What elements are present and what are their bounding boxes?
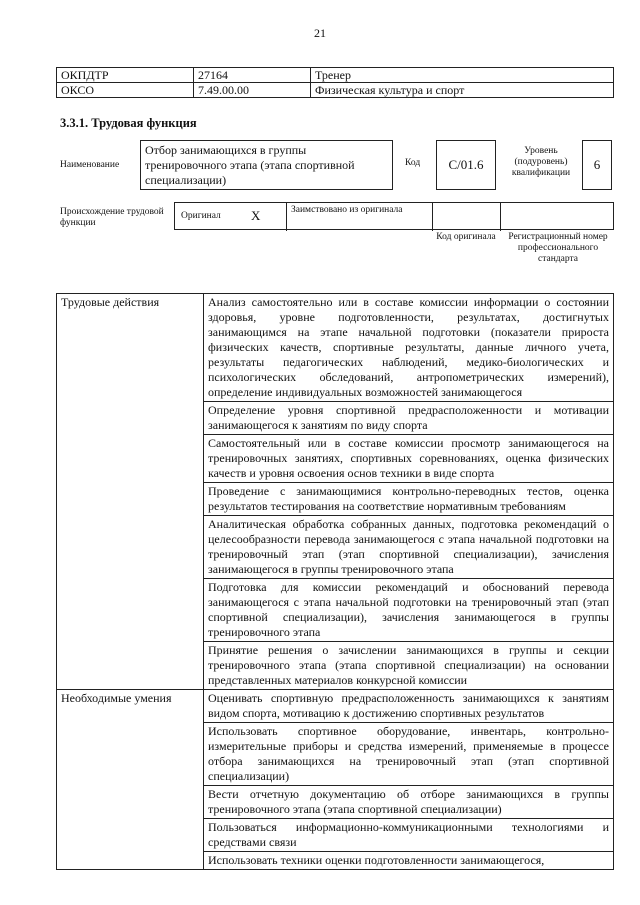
borrowed-label: Заимствовано из оригинала: [291, 205, 403, 215]
code-original-label: Код оригинала: [436, 232, 496, 242]
function-name-value: Отбор занимающихся в группы тренировочного этапа (этапа спортивной специализации): [140, 140, 393, 190]
code-name: Тренер: [311, 68, 614, 83]
labor-action-item: Определение уровня спортивной предрасположенности и мотивации занимающегося к занятиям по виду спорта: [204, 402, 614, 435]
code-label: ОКПДТР: [57, 68, 194, 83]
code-field-label: Код: [405, 158, 421, 168]
skill-item: Оценивать спортивную предрасположенность занимающихся к занятиям видом спорта, мотивацию к достижению спортивных результатов: [204, 690, 614, 723]
labor-actions-header: Трудовые действия: [57, 294, 204, 690]
skill-item: Пользоваться информационно-коммуникационными технологиями и средствами связи: [204, 819, 614, 852]
name-label: Наименование: [60, 160, 120, 170]
origin-row: [174, 202, 614, 230]
qualification-level-value: 6: [582, 140, 612, 190]
labor-action-item: Аналитическая обработка собранных данных, подготовка рекомендаций о целесообразности перевода занимающегося с этапа начальной подготовки на тренировочный этап (этап спортивной специализации), зачисления занимающегося в группы тренировочного этапа: [204, 516, 614, 579]
table-row: [57, 690, 614, 723]
code-label: ОКСО: [57, 83, 194, 98]
code-value: 27164: [194, 68, 311, 83]
skill-item: Использовать спортивное оборудование, инвентарь, контрольно-измерительные приборы и средства измерений, применяемые в процессе отбора занимающихся на тренировочный этап (этап спортивной специализации): [204, 723, 614, 786]
table-row: [57, 68, 614, 83]
code-value: 7.49.00.00: [194, 83, 311, 98]
labor-action-item: Принятие решения о зачислении занимающихся в группы и секции тренировочного этапа (этапа спортивной специализации) на основании представленных материалов конкурсной комиссии: [204, 642, 614, 690]
function-code-value: C/01.6: [436, 140, 496, 190]
origin-label: Происхождение трудовой функции: [60, 207, 164, 228]
code-original-cell: [433, 203, 501, 231]
classification-codes-table: [56, 67, 614, 98]
section-heading: 3.3.1. Трудовая функция: [60, 116, 197, 130]
original-mark: X: [251, 208, 261, 223]
table-row: [57, 294, 614, 402]
page-number: 21: [314, 26, 326, 40]
table-row: [57, 83, 614, 98]
labor-action-item: Анализ самостоятельно или в составе комиссии информации о состоянии здоровья, уровне подготовленности, результатах, достигнутых занимающимся на этапе начальной подготовки (показатели прироста физических качеств, спортивные результаты, данные личного учета, результаты педагогических наблюдений, медико-биологических и психологических обследований, антропометрических измерений), определение индивидуальных возможностей занимающегося: [204, 294, 614, 402]
reg-number-label: Регистрационный номер профессионального стандарта: [508, 232, 608, 264]
labor-function-table: [56, 293, 614, 870]
labor-action-item: Самостоятельный или в составе комиссии просмотр занимающегося на тренировочных занятиях, спортивных соревнованиях, оценка физических качеств и уровня освоения основ техники в виде спорта: [204, 435, 614, 483]
skill-item: Использовать техники оценки подготовленности занимающегося,: [204, 852, 614, 870]
reg-number-cell: [501, 203, 613, 231]
skill-item: Вести отчетную документацию об отборе занимающихся в группы тренировочного этапа (этапа спортивной специализации): [204, 786, 614, 819]
labor-action-item: Проведение с занимающимися контрольно-переводных тестов, оценка результатов тестирования на соответствие нормативным требованиям: [204, 483, 614, 516]
original-cell: [175, 203, 287, 231]
labor-action-item: Подготовка для комиссии рекомендаций и обоснований перевода занимающегося с этапа начальной подготовки на тренировочный этап (этап спортивной специализации), зачисления занимающегося в группы тренировочного этапа: [204, 579, 614, 642]
required-skills-header: Необходимые умения: [57, 690, 204, 870]
borrowed-cell: [287, 203, 433, 231]
code-name: Физическая культура и спорт: [311, 83, 614, 98]
original-label: Оригинал: [181, 211, 221, 221]
level-label: Уровень (подуровень) квалификации: [511, 146, 571, 178]
